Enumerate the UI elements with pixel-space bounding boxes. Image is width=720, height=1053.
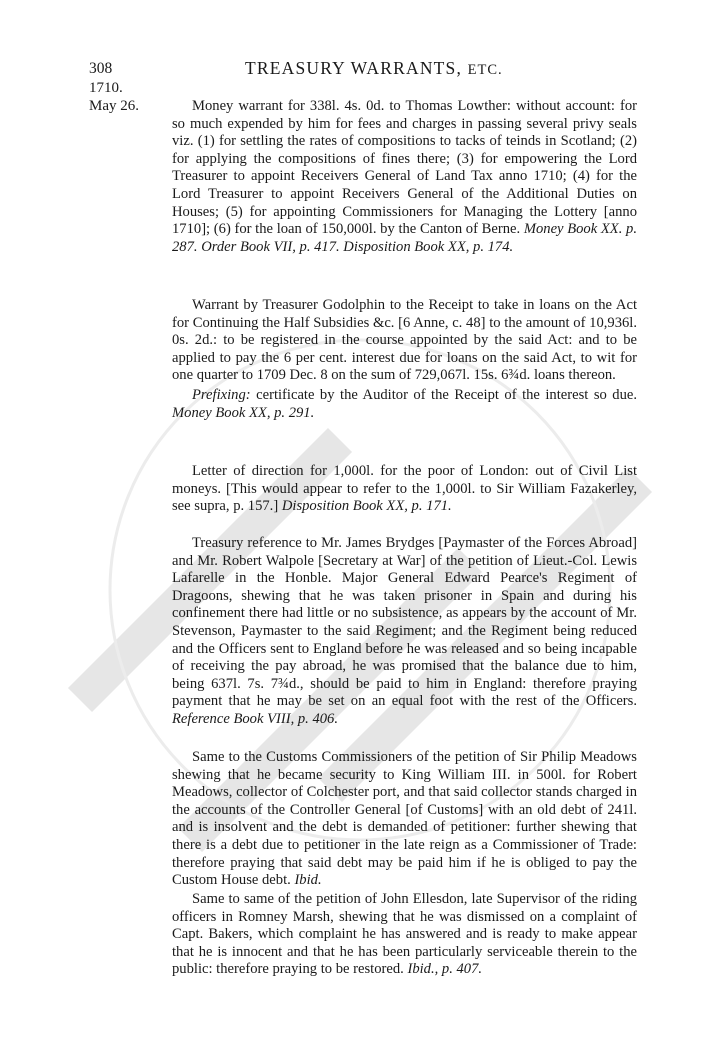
entry-refs: Disposition Book XX, p. 171. (281, 498, 452, 515)
prefix-text: certificate by the Auditor of the Receipt of the interest so due. (256, 387, 638, 403)
entry-text: Warrant by Treasurer Godolphin to the Receipt to take in loans on the Act for Continuing the Half Subsidies &c. [6 Anne, c. 48] to the amount of 10,936l. 0s. 2d.: to be registered in the course appointed by the said Act: and to be applied to pay the 6 per cent. interest due for loans on the said Act, to wit for one quarter to 1709 Dec. 8 on the sum of 729,067l. 15s. 6¾d. loans thereon. (172, 297, 637, 384)
running-head-main: TREASURY WARRANTS, (245, 58, 468, 78)
entry-refs: Ibid. (294, 872, 322, 889)
entry-customs-meadows (172, 749, 637, 890)
margin-year: 1710. (89, 80, 123, 96)
running-head-small: ETC. (467, 62, 503, 78)
entry-prefixing (172, 387, 637, 422)
entry-refs: Reference Book VIII, p. 406. (172, 710, 338, 727)
entry-text: Same to the Customs Commissioners of the petition of Sir Philip Meadows shewing that he became security to King William III. in 500l. for Robert Meadows, collector of Colchester port, and that said collector stands charged in the accounts of the Controller General [of Customs] with an old debt of 241l. and is insolvent and the debt is demanded of petitioner: further shewing that there is a debt due to petitioner in the late reign as a Commissioner of Trade: therefore praying that said debt may be paid him if he is obliged to pay the Custom House debt. (172, 749, 637, 889)
entry-text: Money warrant for 338l. 4s. 0d. to Thomas Lowther: without account: for so much expended by him for fees and charges in passing several privy seals viz. (1) for settling the rates of compositions to tacks of teinds in Scotland; (2) for applying the compositions of fines there; (3) for empowering the Lord Treasurer to appoint Receivers General of Land Tax anno 1710; (4) for the Lord Treasurer to appoint Receivers General of the Additional Duties on Houses; (5) for appointing Commissioners for Managing the Lottery [anno 1710]; (6) for the loan of 150,000l. by the Canton of Berne. (172, 98, 637, 238)
entry-text: Same to same of the petition of John Ellesdon, late Supervisor of the riding officers in Romney Marsh, shewing that he was dismissed on a complaint of Capt. Bakers, which complaint he has answered and is ready to make appear that he is innocent and that he has been particularly serviceable therein to the public: therefore praying to be restored. (172, 891, 637, 978)
entry-ellesdon (172, 891, 637, 979)
entry-refs: Money Book XX. p. 287. Order Book VII, p. 417. Disposition Book XX, p. 174. (172, 221, 637, 255)
entry-letter-direction (172, 463, 637, 516)
entry-text: Letter of direction for 1,000l. for the poor of London: out of Civil List moneys. [This would appear to refer to the 1,000l. to Sir William Fazakerley, see supra, p. 157.] (172, 463, 637, 515)
entry-refs: Money Book XX, p. 291. (172, 404, 315, 421)
margin-date: May 26. (89, 98, 139, 114)
prefix-label: Prefixing: (192, 387, 251, 403)
running-head (245, 58, 503, 79)
entry-refs: Ibid., p. 407. (407, 961, 483, 978)
entry-money-warrant (172, 98, 637, 256)
entry-treasury-reference (172, 535, 637, 729)
entry-loan-warrant (172, 297, 637, 385)
entry-text: Treasury reference to Mr. James Brydges [Paymaster of the Forces Abroad] and Mr. Robert Walpole [Secretary at War] of the petition of Lieut.-Col. Lewis Lafarelle in the Honble. Major General Edward Pearce's Regiment of Dragoons, shewing that he was taken prisoner in Spain and during his confinement there had little or no subsistence, as appears by the account of Mr. Stevenson, Paymaster to the said Regiment; and the Regiment being reduced and the Officers sent to England before he was released and so being incapable of receiving the pay abroad, he was promised that the balance due to him, being 637l. 7s. 7¾d., should be paid to him in England: therefore praying payment that he may be set on an equal foot with the rest of the Officers. (172, 535, 637, 710)
page-number: 308 (89, 60, 113, 77)
